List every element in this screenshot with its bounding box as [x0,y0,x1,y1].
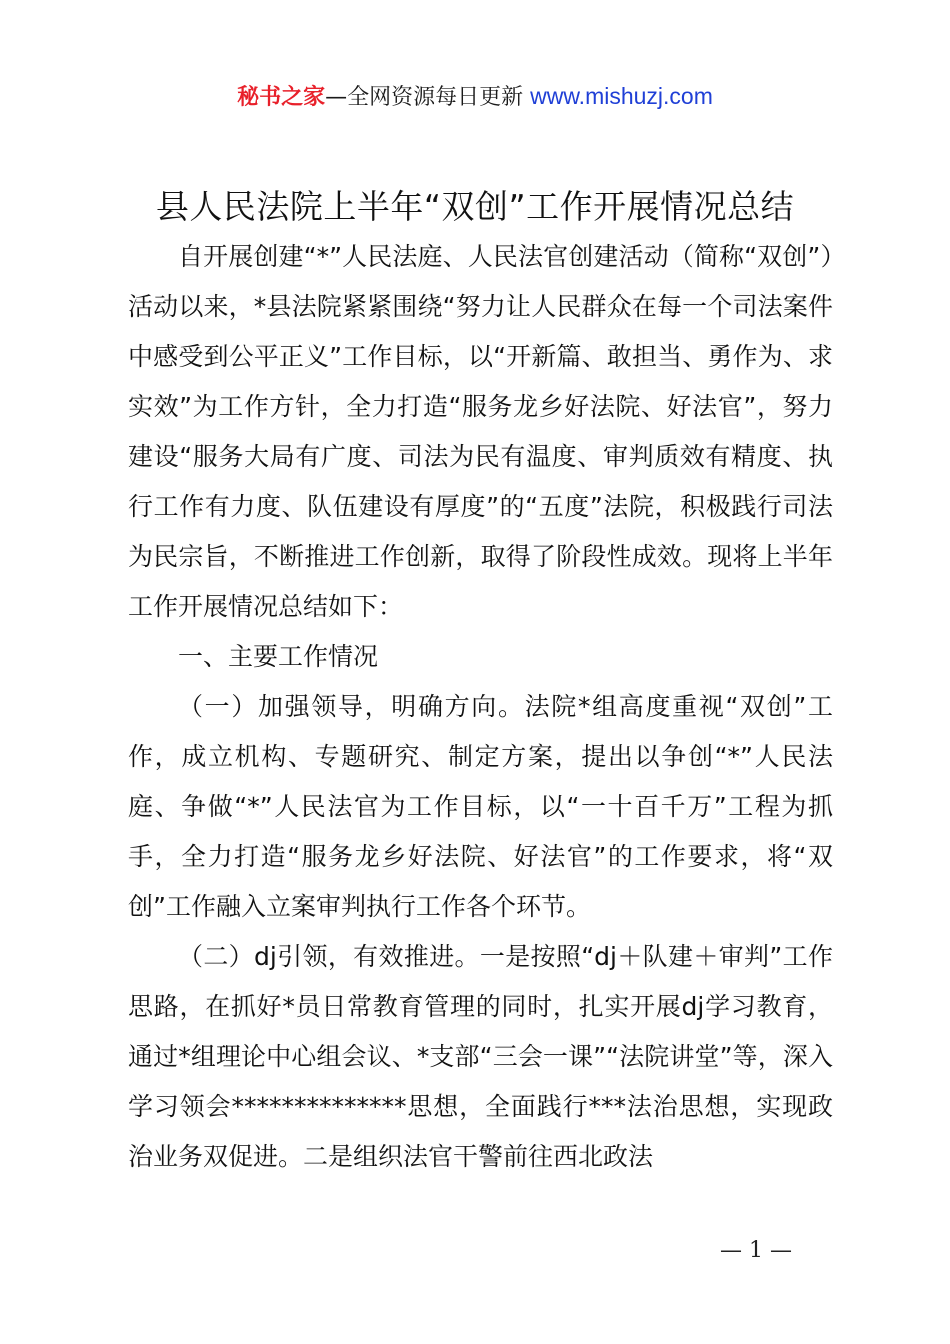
body-paragraph: （一）加强领导，明确方向。法院*组高度重视“双创”工作，成立机构、专题研究、制定方案，提出以争创“*”人民法庭、争做“*”人民法官为工作目标，以“一十百千万”工程为抓手，全力打造“服务龙乡好法院、好法官”的工作要求，将“双创”工作融入立案审判执行工作各个环节。 [128,692,833,921]
site-header-banner [0,80,950,114]
section-heading: 一、主要工作情况 [178,642,379,671]
site-brand: 秘书之家 [237,85,326,110]
document-body [128,232,833,1182]
page-number: — 1 — [720,1238,792,1263]
intro-paragraph: 自开展创建“*”人民法庭、人民法官创建活动（简称“双创”）活动以来，*县法院紧紧围绕“努力让人民群众在每一个司法案件中感受到公平正义”工作目标，以“开新篇、敢担当、勇作为、求实效”为工作方针，全力打造“服务龙乡好法院、好法官”，努力建设“服务大局有广度、司法为民有温度、审判质效有精度、执行工作有力度、队伍建设有厚度”的“五度”法院，积极践行司法为民宗旨，不断推进工作创新，取得了阶段性成效。现将上半年工作开展情况总结如下： [128,242,833,621]
document-title: 县人民法院上半年“双创”工作开展情况总结 [155,187,795,226]
site-tagline: —全网资源每日更新 [325,85,524,110]
site-url-link[interactable]: www.mishuzj.com [530,83,713,109]
body-paragraph: （二）dj引领，有效推进。一是按照“dj＋队建＋审判”工作思路，在抓好*员日常教育管理的同时，扎实开展dj学习教育，通过*组理论中心组会议、*支部“三会一课”“法院讲堂”等，深入学习领会**************思想，全面践行***法治思想，实现政治业务双促进。二是组织法官干警前往西北政法 [128,942,833,1171]
